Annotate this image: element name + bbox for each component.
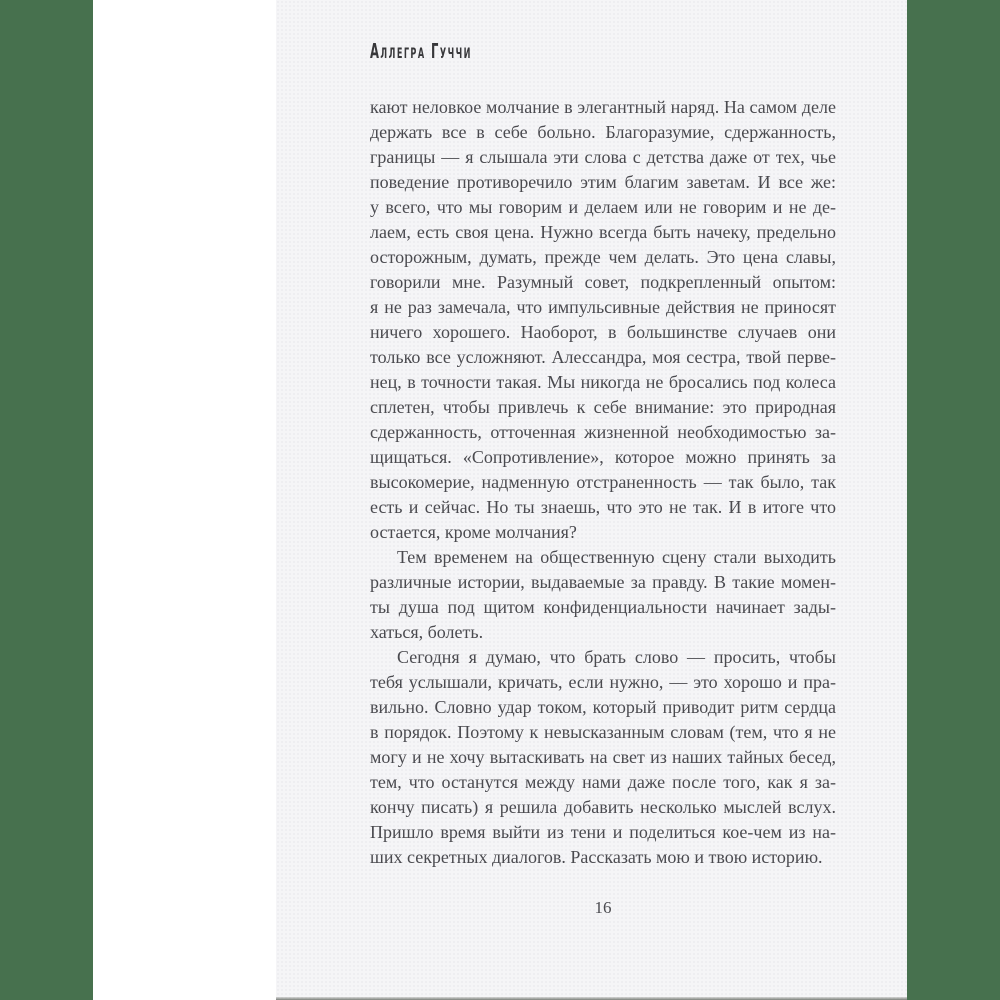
text-line: ших секретных диалогов. Рассказать мою и твою историю. xyxy=(370,847,823,867)
book-cover-left-edge xyxy=(0,0,93,1000)
text-line: Тем временем на общественную сцену стали выходить xyxy=(397,547,836,567)
text-line: у всего, что мы говорим и делаем или не говорим и не де- xyxy=(370,197,836,217)
text-line: сплетен, чтобы привлечь к себе внимание: это природная xyxy=(370,397,836,417)
text-line: ничего хорошего. Наоборот, в большинстве случаев они xyxy=(370,322,836,342)
text-line: в порядок. Поэтому к невысказанным словам (тем, что я не xyxy=(370,722,836,742)
text-line: остается, кроме молчания? xyxy=(370,522,577,542)
book-page xyxy=(276,0,907,1000)
text-line: я не раз замечала, что импульсивные действия не приносят xyxy=(370,297,836,317)
text-line: сдержанность, отточенная жизненной необходимостью за- xyxy=(370,422,836,442)
text-line: хаться, болеть. xyxy=(370,622,484,642)
text-line: нец, в точности такая. Мы никогда не бросались под колеса xyxy=(370,372,836,392)
text-line: вильно. Словно удар током, который приводит ритм сердца xyxy=(370,697,836,717)
text-line: есть и сейчас. Но ты знаешь, что это не так. И в итоге что xyxy=(370,497,836,517)
text-line: ты душа под щитом конфиденциальности начинает зады- xyxy=(370,597,836,617)
text-line: могу и не хочу вытаскивать на свет из наших тайных бесед, xyxy=(370,747,836,767)
text-line: держать все в себе больно. Благоразумие, сдержанность, xyxy=(370,122,836,142)
text-line: Сегодня я думаю, что брать слово — просить, чтобы xyxy=(397,647,836,667)
text-line: кают неловкое молчание в элегантный наряд. На самом деле xyxy=(370,97,836,117)
text-line: кончу писать) я решила добавить несколько мыслей вслух. xyxy=(370,797,836,817)
text-line: щищаться. «Сопротивление», которое можно принять за xyxy=(370,447,836,467)
running-header-text: Аллегра Гуччи xyxy=(370,39,472,63)
text-line: поведение противоречило этим благим заветам. И все же: xyxy=(370,172,836,192)
text-line: говорили мне. Разумный совет, подкрепленный опытом: xyxy=(370,272,836,292)
body-text xyxy=(370,95,836,870)
text-line: различные истории, выдаваемые за правду. В такие момен- xyxy=(370,572,836,592)
adjacent-page-gap xyxy=(93,0,276,1000)
text-line: высокомерие, надменную отстраненность — так было, так xyxy=(370,472,836,492)
page-number: 16 xyxy=(594,898,612,917)
text-line: осторожным, думать, прежде чем делать. Это цена славы, xyxy=(370,247,836,267)
text-line: только все усложняют. Алессандра, моя сестра, твой перве- xyxy=(370,347,836,367)
book-cover-right-edge xyxy=(907,0,1000,1000)
running-header xyxy=(370,40,546,62)
text-line: тебя услышали, кричать, если нужно, — это хорошо и пра- xyxy=(370,672,836,692)
text-line: тем, что останутся между нами даже после того, как я за- xyxy=(370,772,836,792)
text-line: лаем, есть своя цена. Нужно всегда быть начеку, предельно xyxy=(370,222,836,242)
text-line: Пришло время выйти из тени и поделиться кое-чем из на- xyxy=(370,822,836,842)
text-line: границы — я слышала эти слова с детства даже от тех, чье xyxy=(370,147,836,167)
